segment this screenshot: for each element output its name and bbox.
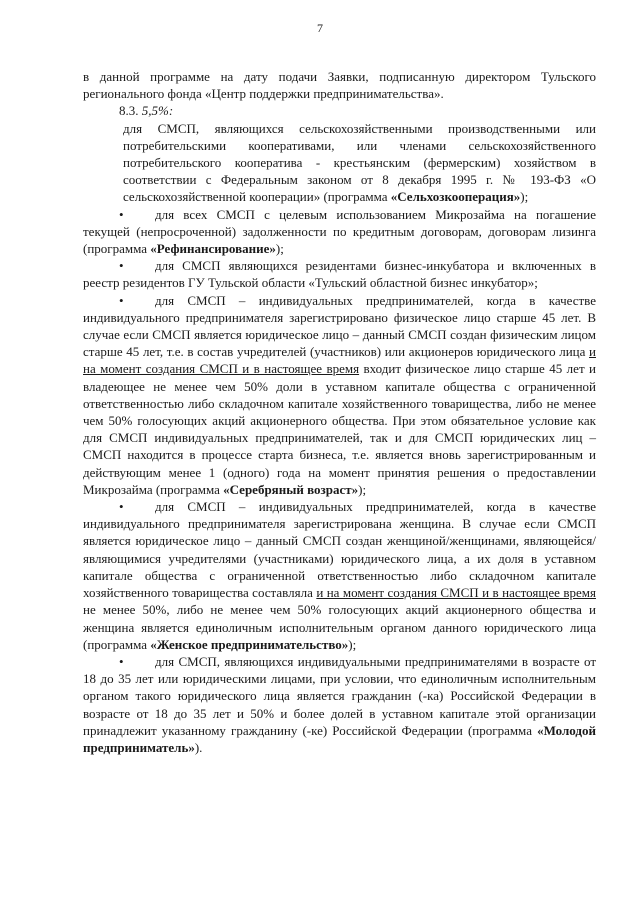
women-underlined: и на момент создания СМСП и в настоящее время (316, 585, 596, 601)
program-young: «Молодой предприниматель» (83, 722, 596, 755)
bullet-icon: • (119, 292, 124, 308)
program-refinancing: «Рефинансирование» (150, 241, 276, 257)
agro-text: для СМСП, являющихся сельскохозяйственными производственными или потребительскими кооперативами, или членами сельскохозяйственного потребительского кооператива - крестьянским (фермерским) хозяйством в соответствии с Федеральным законом от 8 декабря 1995 г. № 193-ФЗ «О сельскохозяйственной кооперации» (программа (123, 120, 596, 205)
program-agro: «Сельхозкооперация» (390, 189, 521, 205)
intro-paragraph (83, 68, 596, 102)
bullet-women (83, 498, 596, 653)
silver-age-end: ); (358, 481, 367, 497)
page-number: 7 (317, 21, 323, 35)
document-body (83, 68, 596, 756)
paragraph-agro (83, 120, 596, 206)
young-end: ). (194, 739, 203, 755)
intro-text: в данной программе на дату подачи Заявки, подписанную директором Тульского регионального фонда «Центр поддержки предпринимательства». (83, 69, 596, 102)
bullet-refinancing (83, 206, 596, 258)
women-text-1: для СМСП – индивидуальных предпринимателей, когда в качестве индивидуального предпринимателя зарегистрирована женщина. В случае если СМСП является юридическое лицо – данный СМСП создан женщиной/женщинами, являющейся/являющимися учредителями (участниками) юридического лица, а их доля в уставном капитале общества с ограниченной ответственностью либо складочном капитале хозяйственного товарищества составляла (83, 499, 596, 601)
bullet-icon: • (119, 499, 124, 515)
incubator-text: для СМСП являющихся резидентами бизнес-инкубатора и включенных в реестр резидентов ГУ Тульской области «Тульский областной бизнес инкубатор»; (83, 258, 596, 291)
bullet-icon: • (119, 653, 124, 669)
silver-age-underlined: и на момент создания СМСП и в настоящее время (83, 344, 596, 377)
bullet-icon: • (119, 206, 124, 222)
section-rate: 5,5%: (141, 103, 174, 119)
bullet-young (83, 653, 596, 756)
young-text: для СМСП, являющихся индивидуальными предпринимателями в возрасте от 18 до 35 лет или юридическими лицами, при условии, что единоличным исполнительным органом такого юридического лица является гражданин (-ка) Российской Федерации в возрасте от 18 до 35 лет и 50% и более долей в уставном капитале этой организации принадлежит указанному гражданину (-ке) Российской Федерации (программа (83, 653, 596, 738)
bullet-silver-age (83, 292, 596, 498)
refinancing-end: ); (275, 241, 284, 257)
women-text-2: не менее 50%, либо не менее чем 50% голосующих акций акционерного общества и женщина является единоличным исполнительным органом данного юридического лица (программа (83, 602, 596, 652)
refinancing-text: для всех СМСП с целевым использованием Микрозайма на погашение текущей (непросроченной) задолженности по кредитным договорам, договорам лизинга (программа (83, 206, 596, 257)
program-silver-age: «Серебряный возраст» (223, 481, 359, 497)
section-number: 8.3. (119, 103, 139, 119)
section-heading (83, 102, 596, 119)
silver-age-text-1: для СМСП – индивидуальных предпринимателей, когда в качестве индивидуального предпринимателя зарегистрировано физическое лицо старше 45 лет. В случае если СМСП является юридическое лицо – данный СМСП создан физическим лицом старше 45 лет, т.е. в состав учредителей (участников) или акционеров юридического лица (83, 292, 596, 360)
bullet-icon: • (119, 258, 124, 274)
silver-age-text-2: входит физическое лицо старше 45 лет и владеющее не менее чем 50% доли в уставном капитале общества с ограниченной ответственностью либо складочном капитале хозяйственного товарищества, либо не менее чем 50% голосующих акций акционерного общества. При этом обязательное условие как для СМСП индивидуальных предпринимателей, так и для СМСП юридических лиц – СМСП находится в процессе старта бизнеса, т.е. является вновь зарегистрированным и действующим менее 1 (одного) года на момент принятия решения о предоставлении Микрозайма (программа (83, 361, 597, 497)
women-end: ); (348, 636, 357, 652)
program-women: «Женское предпринимательство» (150, 636, 349, 652)
agro-end: ); (520, 189, 529, 205)
bullet-incubator (83, 257, 596, 291)
